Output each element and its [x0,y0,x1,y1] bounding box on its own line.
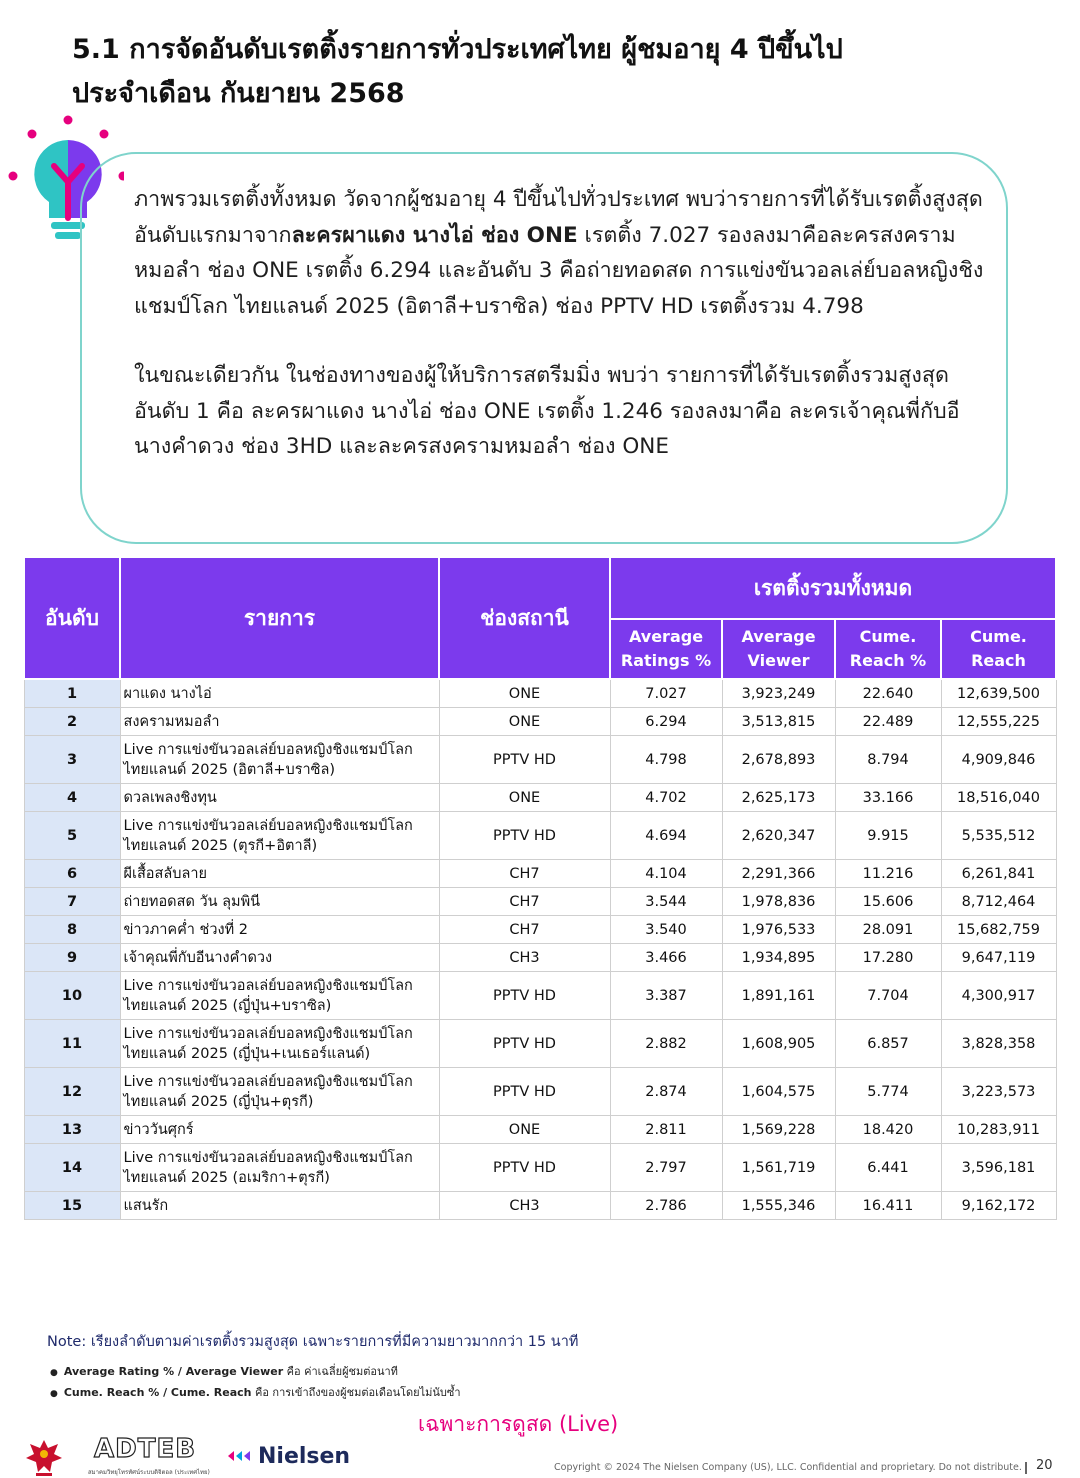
page-title [72,28,1032,116]
table-row [24,888,1056,916]
program-cell: ผีเสื้อสลับลาย [120,860,439,888]
table-row [24,944,1056,972]
rank-cell: 11 [24,1020,120,1068]
program-cell: Live การแข่งขันวอลเล่ย์บอลหญิงชิงแชมป์โลก ไทยแลนด์ 2025 (ญี่ปุ่น+ตุรกี) [120,1068,439,1116]
summary-paragraph-2: ในขณะเดียวกัน ในช่องทางของผู้ให้บริการสตรีมมิ่ง พบว่า รายการที่ได้รับเรตติ้งรวมสูงสุด อันดับ 1 คือ ละครผาแดง นางไอ่ ช่อง ONE เรตติ้ง 1.246 รองลงมาคือ ละครเจ้าคุณพี่กับอีนางคำดวง ช่อง 3HD และละครสงครามหมอลำ ช่อง ONE [134,363,960,459]
header-program: รายการ [120,557,439,679]
average-rating-cell: 6.294 [610,708,722,736]
rank-cell: 8 [24,916,120,944]
program-cell: Live การแข่งขันวอลเล่ย์บอลหญิงชิงแชมป์โลก ไทยแลนด์ 2025 (ญี่ปุ่น+บราซิล) [120,972,439,1020]
cume-reach-pct-cell: 22.489 [835,708,941,736]
definition-average: ● Average Rating % / Average Viewer คือ ค่าเฉลี่ยผู้ชมต่อนาที [50,1362,461,1383]
rank-cell: 13 [24,1116,120,1144]
average-viewer-cell: 3,513,815 [722,708,835,736]
cume-reach-pct-cell: 8.794 [835,736,941,784]
average-viewer-cell: 1,604,575 [722,1068,835,1116]
average-rating-cell: 4.702 [610,784,722,812]
program-cell: Live การแข่งขันวอลเล่ย์บอลหญิงชิงแชมป์โลก ไทยแลนด์ 2025 (ญี่ปุ่น+เนเธอร์แลนด์) [120,1020,439,1068]
cume-reach-pct-cell: 6.857 [835,1020,941,1068]
channel-cell: PPTV HD [439,972,610,1020]
cume-reach-cell: 18,516,040 [941,784,1056,812]
average-viewer-cell: 1,976,533 [722,916,835,944]
cume-reach-pct-cell: 28.091 [835,916,941,944]
program-cell: Live การแข่งขันวอลเล่ย์บอลหญิงชิงแชมป์โลก ไทยแลนด์ 2025 (อเมริกา+ตุรกี) [120,1144,439,1192]
program-cell: เจ้าคุณพี่กับอีนางคำดวง [120,944,439,972]
header-channel: ช่องสถานี [439,557,610,679]
table-row [24,784,1056,812]
average-viewer-cell: 2,678,893 [722,736,835,784]
channel-cell: CH3 [439,1192,610,1220]
average-viewer-cell: 2,620,347 [722,812,835,860]
cume-reach-cell: 4,300,917 [941,972,1056,1020]
definition-list [50,1362,461,1404]
cume-reach-pct-cell: 11.216 [835,860,941,888]
cume-reach-cell: 12,639,500 [941,679,1056,708]
average-rating-cell: 3.466 [610,944,722,972]
table-row [24,679,1056,708]
rank-cell: 2 [24,708,120,736]
program-cell: ข่าววันศุกร์ [120,1116,439,1144]
table-row [24,1192,1056,1220]
average-rating-cell: 7.027 [610,679,722,708]
average-rating-cell: 2.786 [610,1192,722,1220]
average-rating-cell: 4.694 [610,812,722,860]
rank-cell: 9 [24,944,120,972]
program-cell: Live การแข่งขันวอลเล่ย์บอลหญิงชิงแชมป์โลก ไทยแลนด์ 2025 (อิตาลี+บราซิล) [120,736,439,784]
cume-reach-pct-cell: 9.915 [835,812,941,860]
cume-reach-cell: 15,682,759 [941,916,1056,944]
cume-reach-cell: 4,909,846 [941,736,1056,784]
average-rating-cell: 2.797 [610,1144,722,1192]
channel-cell: CH7 [439,888,610,916]
channel-cell: CH7 [439,916,610,944]
cume-reach-cell: 5,535,512 [941,812,1056,860]
average-viewer-cell: 1,555,346 [722,1192,835,1220]
average-rating-cell: 3.540 [610,916,722,944]
table-row [24,1020,1056,1068]
program-cell: สงครามหมอลำ [120,708,439,736]
rank-cell: 12 [24,1068,120,1116]
cume-reach-pct-cell: 16.411 [835,1192,941,1220]
copyright-text: Copyright © 2024 The Nielsen Company (US), LLC. Confidential and proprietary. Do not distribute. [554,1462,1022,1473]
average-viewer-cell: 2,625,173 [722,784,835,812]
channel-cell: PPTV HD [439,1068,610,1116]
channel-cell: PPTV HD [439,1020,610,1068]
header-average-ratings: Average Ratings % [610,619,722,679]
rank-cell: 14 [24,1144,120,1192]
rank-cell: 4 [24,784,120,812]
summary-text [134,182,990,465]
header-average-viewer: Average Viewer [722,619,835,679]
definition-cume: ● Cume. Reach % / Cume. Reach คือ การเข้าถึงของผู้ชมต่อเดือนโดยไม่นับซ้ำ [50,1383,461,1404]
ratings-table [23,556,1057,1220]
channel-cell: PPTV HD [439,736,610,784]
table-row [24,736,1056,784]
page-number-divider [1025,1462,1027,1474]
table-row [24,708,1056,736]
nielsen-mark-icon [226,1448,252,1464]
cume-reach-cell: 8,712,464 [941,888,1056,916]
program-cell: ถ่ายทอดสด วัน ลุมพินี [120,888,439,916]
live-viewing-label: เฉพาะการดูสด (Live) [418,1412,619,1436]
page-title-line-2: ประจำเดือน กันยายน 2568 [72,78,405,109]
cume-reach-cell: 3,223,573 [941,1068,1056,1116]
average-viewer-cell: 1,934,895 [722,944,835,972]
rank-cell: 1 [24,679,120,708]
average-rating-cell: 2.811 [610,1116,722,1144]
channel-cell: PPTV HD [439,1144,610,1192]
channel-cell: ONE [439,679,610,708]
average-rating-cell: 2.882 [610,1020,722,1068]
header-rank: อันดับ [24,557,120,679]
table-row [24,1116,1056,1144]
cume-reach-cell: 6,261,841 [941,860,1056,888]
channel-cell: PPTV HD [439,812,610,860]
average-rating-cell: 4.798 [610,736,722,784]
program-cell: ผาแดง นางไอ่ [120,679,439,708]
average-viewer-cell: 1,561,719 [722,1144,835,1192]
cume-reach-pct-cell: 6.441 [835,1144,941,1192]
table-row [24,860,1056,888]
cume-reach-cell: 9,647,119 [941,944,1056,972]
rank-cell: 15 [24,1192,120,1220]
rank-cell: 6 [24,860,120,888]
summary-paragraph-1: ภาพรวมเรตติ้งทั้งหมด วัดจากผู้ชมอายุ 4 ปีขึ้นไปทั่วประเทศ พบว่ารายการที่ได้รับเรตติ้งสูงสุดอันดับแรกมาจากละครผาแดง นางไอ่ ช่อง ONE เรตติ้ง 7.027 รองลงมาคือละครสงครามหมอลำ ช่อง ONE เรตติ้ง 6.294 และอันดับ 3 คือถ่ายทอดสด การแข่งขันวอลเล่ย์บอลหญิงชิงแชมป์โลก ไทยแลนด์ 2025 (อิตาลี+บราซิล) ช่อง PPTV HD เรตติ้งรวม 4.798 [134,187,984,319]
rank-cell: 5 [24,812,120,860]
cume-reach-pct-cell: 15.606 [835,888,941,916]
average-viewer-cell: 3,923,249 [722,679,835,708]
cume-reach-pct-cell: 18.420 [835,1116,941,1144]
cume-reach-pct-cell: 22.640 [835,679,941,708]
program-cell: แสนรัก [120,1192,439,1220]
note-text: Note: เรียงลำดับตามค่าเรตติ้งรวมสูงสุด เฉพาะรายการที่มีความยาวมากกว่า 15 นาที [47,1334,579,1350]
cume-reach-cell: 3,596,181 [941,1144,1056,1192]
rank-cell: 7 [24,888,120,916]
rank-cell: 10 [24,972,120,1020]
cume-reach-cell: 3,828,358 [941,1020,1056,1068]
average-rating-cell: 3.387 [610,972,722,1020]
rank-cell: 3 [24,736,120,784]
header-cume-reach-pct: Cume. Reach % [835,619,941,679]
average-viewer-cell: 1,891,161 [722,972,835,1020]
header-total-ratings: เรตติ้งรวมทั้งหมด [610,557,1056,619]
cume-reach-pct-cell: 17.280 [835,944,941,972]
program-cell: ดวลเพลงชิงทุน [120,784,439,812]
average-viewer-cell: 1,569,228 [722,1116,835,1144]
average-rating-cell: 2.874 [610,1068,722,1116]
table-row [24,972,1056,1020]
program-cell: ข่าวภาคค่ำ ช่วงที่ 2 [120,916,439,944]
garuda-emblem-icon [24,1436,64,1478]
average-rating-cell: 4.104 [610,860,722,888]
cume-reach-pct-cell: 5.774 [835,1068,941,1116]
program-cell: Live การแข่งขันวอลเล่ย์บอลหญิงชิงแชมป์โลก ไทยแลนด์ 2025 (ตุรกี+อิตาลี) [120,812,439,860]
cume-reach-cell: 9,162,172 [941,1192,1056,1220]
channel-cell: CH3 [439,944,610,972]
table-row [24,1068,1056,1116]
page-number: 20 [1036,1458,1053,1473]
channel-cell: CH7 [439,860,610,888]
channel-cell: ONE [439,708,610,736]
cume-reach-cell: 10,283,911 [941,1116,1056,1144]
cume-reach-pct-cell: 7.704 [835,972,941,1020]
cume-reach-pct-cell: 33.166 [835,784,941,812]
header-cume-reach: Cume. Reach [941,619,1056,679]
page-title-line-1: 5.1 การจัดอันดับเรตติ้งรายการทั่วประเทศไทย ผู้ชมอายุ 4 ปีขึ้นไป [72,34,843,65]
average-viewer-cell: 1,978,836 [722,888,835,916]
table-row [24,916,1056,944]
summary-highlight: ละครผาแดง นางไอ่ ช่อง ONE [291,222,578,248]
average-viewer-cell: 2,291,366 [722,860,835,888]
cume-reach-cell: 12,555,225 [941,708,1056,736]
average-rating-cell: 3.544 [610,888,722,916]
adteb-logo: ADTEB สมาคมวิทยุโทรทัศน์ระบบดิจิตอล (ประเทศไทย) [88,1434,210,1476]
nielsen-logo: Nielsen [226,1440,350,1472]
average-viewer-cell: 1,608,905 [722,1020,835,1068]
channel-cell: ONE [439,1116,610,1144]
table-row [24,812,1056,860]
table-row [24,1144,1056,1192]
channel-cell: ONE [439,784,610,812]
